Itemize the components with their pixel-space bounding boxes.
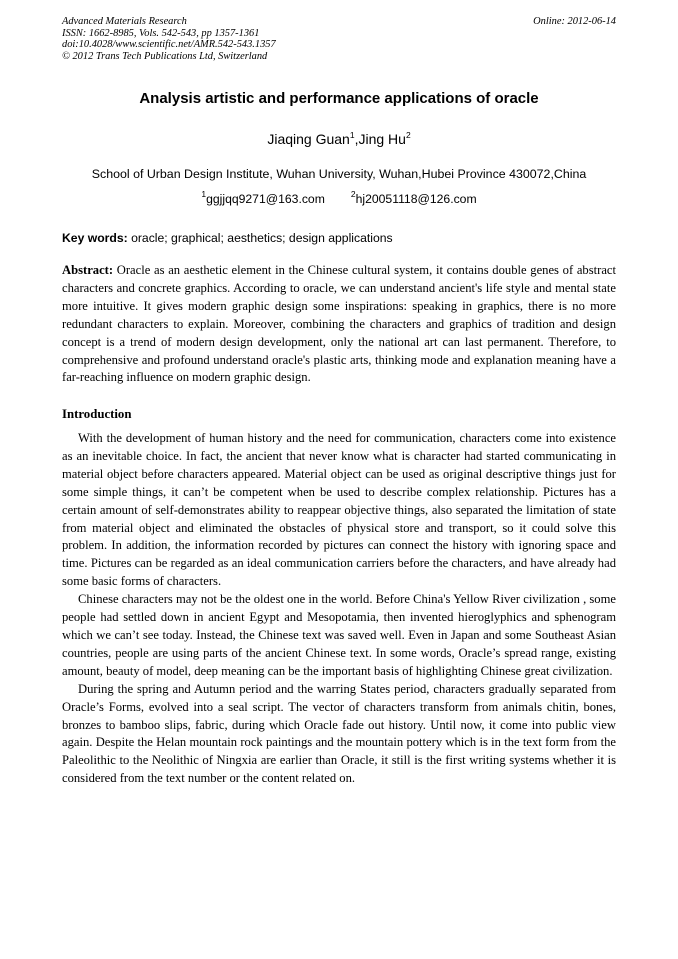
journal-copyright: © 2012 Trans Tech Publications Ltd, Switzerland: [62, 50, 268, 62]
journal-name: Advanced Materials Research: [62, 16, 187, 27]
affiliation: School of Urban Design Institute, Wuhan University, Wuhan,Hubei Province 430072,China: [91, 167, 587, 181]
author-1-name: Jiaqing Guan: [267, 131, 350, 147]
abstract-label: Abstract:: [62, 263, 114, 277]
online-date: Online: 2012-06-14: [533, 16, 616, 27]
journal-issn: ISSN: 1662-8985, Vols. 542-543, pp 1357-1361: [62, 27, 260, 39]
paper-title: Analysis artistic and performance applications of oracle: [139, 90, 539, 107]
keywords-label: Key words:: [62, 231, 128, 245]
email-line: [62, 191, 616, 207]
author-1-marker: 1: [349, 130, 355, 140]
keywords-text: oracle; graphical; aesthetics; design applications: [127, 231, 393, 245]
paragraph: During the spring and Autumn period and the warring States period, characters gradually separated from Oracle’s Forms, evolved into a seal script. The vector of characters transform from animals chitin, bones, bronzes to bamboo slips, fabric, during which Oracle fade out history. Until now, it come into public view again. Despite the Helan mountain rock paintings and the mountain pottery which is in the text form from the Paleolithic to the Neolithic of Ningxia are earlier than Oracle, it still is the first writing systems whether it is considered from the text number or the content related on.: [62, 681, 616, 786]
keywords: [62, 230, 616, 246]
section-heading-introduction: Introduction: [62, 407, 132, 421]
email-2-marker: 2: [350, 189, 356, 199]
introduction-body: [62, 430, 616, 788]
author-line: [62, 130, 616, 148]
email-2: hj20051118@126.com: [355, 192, 477, 206]
author-2-name: Jing Hu: [358, 131, 406, 147]
email-1: ggjjqq9271@163.com: [206, 192, 325, 206]
paragraph: With the development of human history and the need for communication, characters come into existence as an inevitable choice. In fact, the ancient that never know what is character had started communicating in material object before characters appeared. Material object can be used as original descriptive things just for some simple things, it can’t be competent when be used to describe complex relationship. Pictures has a certain amount of self-demonstrates ability to reappear objective things, also separated the limitation of state from material object and eliminated the obstacles of physical store and transport, so it could solve this problem. In addition, the information recorded by pictures can connect the history with ignoring space and time. Pictures can be regarded as an ideal communication carriers before the characters, and have already had some basic forms of characters.: [62, 431, 616, 589]
abstract: [62, 262, 616, 387]
author-2-marker: 2: [405, 130, 411, 140]
email-1-marker: 1: [201, 189, 207, 199]
paragraph: Chinese characters may not be the oldest one in the world. Before China's Yellow River civilization , some people had settled down in ancient Egypt and Mesopotamia, then invented hieroglyphics and sphenogram which we can’t see today. Instead, the Chinese text was saved well. Even in Japan and some Southeast Asian countries, people are using parts of the ancient Chinese text. In some words, Oracle’s spread range, existing amount, beauty of model, deep meaning can be the important basis of highlighting Chinese great civilization.: [62, 592, 616, 678]
journal-header: [62, 16, 616, 62]
abstract-text: Oracle as an aesthetic element in the Chinese cultural system, it contains double genes of abstract characters and concrete graphics. According to oracle, we can understand ancient's life style and mental state more intuitive. It gives modern graphic design some inspirations: speaking in graphics, there is no more redundant characters to explain. Moreover, combining the characters and graphics of tradition and design concept is a trend of modern design development, only the national art can last permanent. Therefore, to comprehensive and profound understand oracle's plastic arts, thinking mode and explanation meaning have a far-reaching influence on modern graphic design.: [62, 263, 616, 385]
journal-doi: doi:10.4028/www.scientific.net/AMR.542-543.1357: [62, 39, 276, 51]
author-separator: ,: [354, 131, 359, 147]
